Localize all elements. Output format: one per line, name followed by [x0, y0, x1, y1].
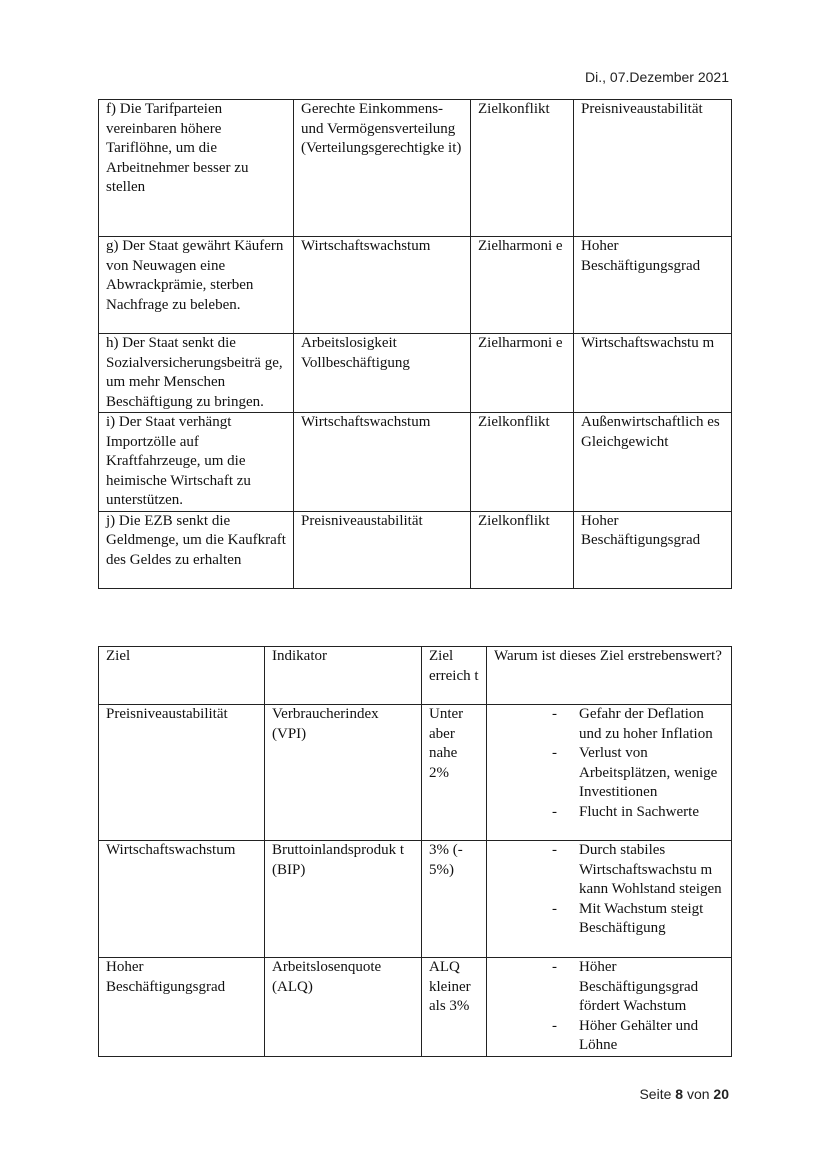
list-item [494, 958, 725, 1017]
page-middle: von [686, 1086, 710, 1102]
massnahme-cell: f) Die Tarifparteien vereinbaren höhere Tariflöhne, um die Arbeitnehmer besser zu stellen [99, 100, 294, 237]
table-row [99, 705, 732, 841]
beziehung-cell: Zielharmoni e [471, 334, 574, 413]
table-row [99, 334, 732, 413]
massnahme-cell: j) Die EZB senkt die Geldmenge, um die Kaufkraft des Geldes zu erhalten [99, 511, 294, 588]
ziel1-cell: Preisniveaustabilität [294, 511, 471, 588]
indikator-cell: Bruttoinlandsproduk t (BIP) [265, 841, 422, 958]
massnahme-cell: i) Der Staat verhängt Importzölle auf Kraftfahrzeuge, um die heimische Wirtschaft zu unterstützen. [99, 413, 294, 512]
reason-text: Durch stabiles Wirtschaftswachstu m kann Wohlstand steigen [579, 842, 722, 897]
beziehung-cell: Zielkonflikt [471, 100, 574, 237]
reason-list [494, 958, 725, 1056]
warum-cell [487, 958, 732, 1057]
header-warum: Warum ist dieses Ziel erstrebenswert? [487, 647, 732, 705]
ziel-cell: Preisniveaustabilität [99, 705, 265, 841]
table-row [99, 237, 732, 334]
dash-bullet: - [552, 842, 557, 858]
table-row [99, 100, 732, 237]
ziel2-cell: Preisniveaustabilität [574, 100, 732, 237]
reason-text: Mit Wachstum steigt Beschäftigung [579, 900, 704, 936]
ziele-indikatoren-table [98, 646, 732, 1057]
list-item [494, 1017, 725, 1056]
ziel1-cell: Wirtschaftswachstum [294, 413, 471, 512]
table-row [99, 511, 732, 588]
list-item [494, 900, 725, 939]
ziel2-cell: Außenwirtschaftlich es Gleichgewicht [574, 413, 732, 512]
warum-cell [487, 705, 732, 841]
indikator-cell: Arbeitslosenquote (ALQ) [265, 958, 422, 1057]
dash-bullet: - [552, 803, 557, 820]
erreicht-cell: 3% (- 5%) [422, 841, 487, 958]
warum-cell [487, 841, 732, 958]
beziehung-cell: Zielharmoni e [471, 237, 574, 334]
massnahme-cell: h) Der Staat senkt die Sozialversicherungsbeiträ ge, um mehr Menschen Beschäftigung zu bringen. [99, 334, 294, 413]
ziel1-cell: Wirtschaftswachstum [294, 237, 471, 334]
list-item [494, 705, 725, 744]
dash-bullet: - [552, 745, 557, 761]
table-row [99, 841, 732, 958]
zielbeziehungen-table [98, 99, 732, 589]
page-number [639, 1086, 729, 1102]
ziel-cell: Hoher Beschäftigungsgrad [99, 958, 265, 1057]
reason-text: Verlust von Arbeitsplätzen, wenige Investitionen [579, 745, 718, 800]
page-total: 20 [713, 1086, 729, 1102]
list-item [494, 841, 725, 900]
ziel2-cell: Wirtschaftswachstu m [574, 334, 732, 413]
ziel1-cell: Arbeitslosigkeit Vollbeschäftigung [294, 334, 471, 413]
beziehung-cell: Zielkonflikt [471, 413, 574, 512]
beziehung-cell: Zielkonflikt [471, 511, 574, 588]
erreicht-cell: Unter aber nahe 2% [422, 705, 487, 841]
table-header-row [99, 647, 732, 705]
list-item [494, 803, 725, 823]
ziel-cell: Wirtschaftswachstum [99, 841, 265, 958]
massnahme-cell: g) Der Staat gewährt Käufern von Neuwagen eine Abwrackprämie, sterben Nachfrage zu beleben. [99, 237, 294, 334]
dash-bullet: - [552, 959, 557, 975]
reason-text: Gefahr der Deflation und zu hoher Inflation [579, 706, 713, 742]
header-ziel: Ziel [99, 647, 265, 705]
ziel1-cell: Gerechte Einkommens- und Vermögensverteilung (Verteilungsgerechtigke it) [294, 100, 471, 237]
table-row [99, 413, 732, 512]
header-indikator: Indikator [265, 647, 422, 705]
ziel2-cell: Hoher Beschäftigungsgrad [574, 511, 732, 588]
indikator-cell: Verbraucherindex (VPI) [265, 705, 422, 841]
reason-list [494, 841, 725, 939]
erreicht-cell: ALQ kleiner als 3% [422, 958, 487, 1057]
page-prefix: Seite [639, 1086, 672, 1102]
reason-list [494, 705, 725, 822]
header-date: Di., 07.Dezember 2021 [585, 69, 729, 85]
table-row [99, 958, 732, 1057]
reason-text: Flucht in Sachwerte [579, 803, 699, 820]
dash-bullet: - [552, 1017, 557, 1034]
reason-text: Höher Beschäftigungsgrad fördert Wachstum [579, 959, 699, 1014]
reason-text: Höher Gehälter und Löhne [579, 1017, 699, 1053]
header-erreicht: Ziel erreich t [422, 647, 487, 705]
ziel2-cell: Hoher Beschäftigungsgrad [574, 237, 732, 334]
dash-bullet: - [552, 900, 557, 917]
list-item [494, 744, 725, 803]
dash-bullet: - [552, 706, 557, 722]
page-current: 8 [675, 1086, 684, 1102]
